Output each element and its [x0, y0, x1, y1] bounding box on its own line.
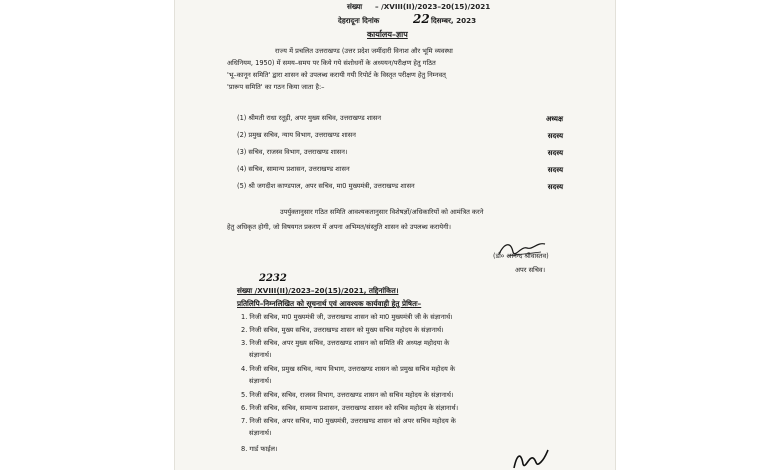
handwritten-dispatch-number: 2232 [259, 273, 287, 284]
copy-item-4-cont: संज्ञानार्थ। [249, 377, 272, 385]
copy-heading: प्रतिलिपि–निम्नलिखित को सूचनार्थ एवं आवश्यक कार्यवाही हेतु प्रेषितः– [237, 299, 422, 308]
copy-item-5: 5. निजी सचिव, सचिव, राजस्व विभाग, उत्तराखण्ड शासन को सचिव महोदय के संज्ञानार्थ। [241, 391, 454, 399]
signatory-designation: अपर सचिव। [515, 266, 546, 274]
member-3-role: सदस्य [547, 149, 563, 157]
member-5: (5) श्री जगदीश काण्डपाल, अपर सचिव, मा0 मुख्यमंत्री, उत्तराखण्ड शासन [237, 182, 415, 190]
reference-number-prefix: संख्या [347, 2, 363, 11]
member-4-role: सदस्य [547, 166, 563, 174]
document-title: कार्यालय–ज्ञाप [367, 30, 408, 39]
intro-line-2: अधिनियम, 1950) में समय–समय पर किये गये संशोधनों के अध्ययन/परीक्षण हेतु गठित [227, 59, 436, 67]
copy-item-8: 8. गार्ड फाईल। [241, 445, 278, 453]
intro-line-3: 'भू–कानून समिति' द्वारा शासन को उपलब्ध करायी गयी रिपोर्ट के विस्तृत परीक्षण हेतु निम्नवत् [227, 71, 446, 79]
member-2-role: सदस्य [547, 132, 563, 140]
signatory-name: (डॉ० आनन्द श्रीवास्तव) [493, 252, 549, 260]
handwritten-initials [511, 448, 551, 470]
copy-item-7: 7. निजी सचिव, अपर सचिव, मा0 मुख्यमंत्री, उत्तराखण्ड शासन को अपर सचिव महोदय के [241, 417, 456, 425]
place-date-prefix: देहरादूनः दिनांक [338, 16, 380, 25]
copy-item-6: 6. निजी सचिव, सचिव, सामान्य प्रशासन, उत्तराखण्ड शासन को सचिव महोदय के संज्ञानार्थ। [241, 404, 459, 412]
member-5-role: सदस्य [547, 183, 563, 191]
copy-item-3: 3. निजी सचिव, अपर मुख्य सचिव, उत्तराखण्ड शासन को समिति की अध्यक्ष महोदया के [241, 339, 450, 347]
copy-item-7-cont: संज्ञानार्थ। [249, 429, 272, 437]
date-month-year: दिसम्बर, 2023 [431, 16, 477, 25]
copy-item-1: 1. निजी सचिव, मा0 मुख्यमंत्री जी, उत्तराखण्ड शासन को मा0 मुख्यमंत्री जी के संज्ञानार्थ। [241, 313, 453, 321]
member-2: (2) प्रमुख सचिव, न्याय विभाग, उत्तराखण्ड शासन [237, 131, 356, 139]
copy-item-2: 2. निजी सचिव, मुख्य सचिव, उत्तराखण्ड शासन को मुख्य सचिव महोदय के संज्ञानार्थ। [241, 326, 444, 334]
member-3: (3) सचिव, राजस्व विभाग, उत्तराखण्ड शासन। [237, 148, 348, 156]
copy-reference-line: संख्या /XVIII(II)/2023–20(15)/2021, तद्दिनांकित। [237, 286, 399, 295]
reference-number: – /XVIII(II)/2023–20(15)/2021 [375, 2, 491, 11]
handwritten-date-day: 22 [413, 12, 430, 26]
member-4: (4) सचिव, सामान्य प्रशासन, उत्तराखण्ड शासन [237, 165, 350, 173]
document-page [175, 0, 615, 470]
copy-item-3-cont: संज्ञानार्थ। [249, 351, 272, 359]
closing-line-2: हेतु अधिकृत होगी, जो विषयगत प्रकरण में अपना अभिमत/संस्तुति शासन को उपलब्ध करायेगी। [227, 223, 452, 231]
closing-line-1: उपर्युक्तानुसार गठित समिति आवश्यकतानुसार विशेषज्ञों/अधिकारियों को आमंत्रित करने [280, 208, 484, 216]
member-1-role: अध्यक्ष [545, 115, 563, 123]
intro-line-1: राज्य में प्रचलित उत्तराखण्ड (उत्तर प्रदेश जमींदारी विनाश और भूमि व्यवस्था [275, 47, 453, 55]
intro-line-4: 'प्रारूप समिति' का गठन किया जाता है:– [227, 83, 325, 91]
copy-item-4: 4. निजी सचिव, प्रमुख सचिव, न्याय विभाग, उत्तराखण्ड शासन को प्रमुख सचिव महोदय के [241, 365, 456, 373]
member-1: (1) श्रीमती राधा रतूड़ी, अपर मुख्य सचिव, उत्तराखण्ड शासन [237, 114, 382, 122]
